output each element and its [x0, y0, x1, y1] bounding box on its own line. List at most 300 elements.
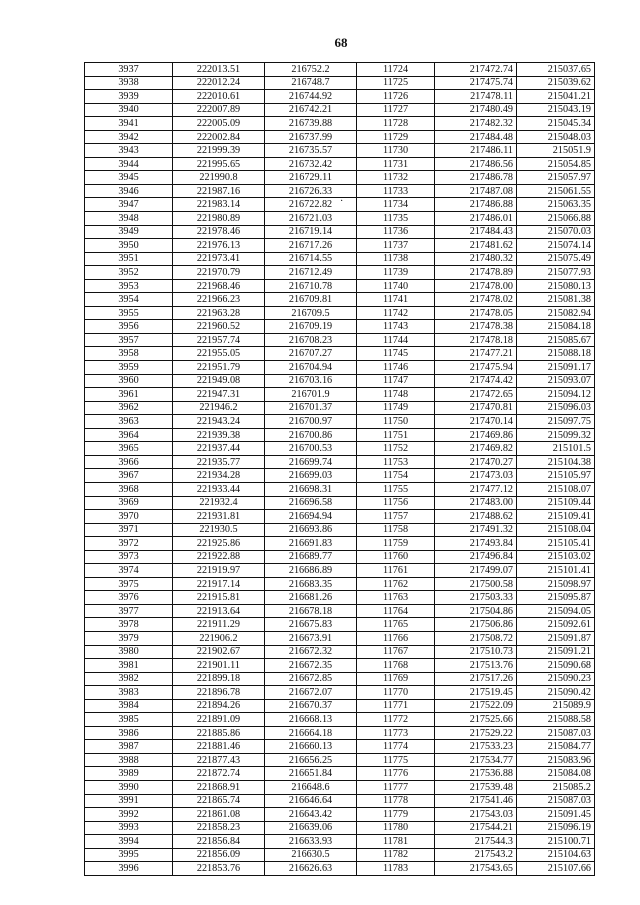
- table-row: [85, 130, 595, 144]
- table-row: [85, 184, 595, 198]
- y-coordinate-b-cell: 215085.2: [517, 780, 595, 794]
- y-coordinate-b-cell: 215051.9: [517, 144, 595, 158]
- table-row: [85, 361, 595, 375]
- point-number-b-cell: 11732: [357, 171, 435, 185]
- y-coordinate-b-cell: 215104.63: [517, 848, 595, 862]
- y-coordinate-b-cell: 215041.21: [517, 90, 595, 104]
- point-number-b-cell: 11753: [357, 455, 435, 469]
- x-coordinate-b-cell: 217508.72: [435, 631, 517, 645]
- point-number-a-cell: 3987: [85, 740, 173, 754]
- x-coordinate-a-cell: 221968.46: [173, 279, 265, 293]
- y-coordinate-a-cell: 216722.82: [265, 198, 357, 212]
- x-coordinate-b-cell: 217486.88: [435, 198, 517, 212]
- point-number-b-cell: 11725: [357, 76, 435, 90]
- point-number-a-cell: 3939: [85, 90, 173, 104]
- y-coordinate-b-cell: 215077.93: [517, 266, 595, 280]
- x-coordinate-b-cell: 217539.48: [435, 780, 517, 794]
- y-coordinate-b-cell: 215084.18: [517, 320, 595, 334]
- y-coordinate-b-cell: 215094.12: [517, 388, 595, 402]
- table-row: [85, 252, 595, 266]
- x-coordinate-b-cell: 217534.77: [435, 753, 517, 767]
- x-coordinate-a-cell: 222007.89: [173, 103, 265, 117]
- x-coordinate-a-cell: 221853.76: [173, 862, 265, 876]
- x-coordinate-b-cell: 217480.49: [435, 103, 517, 117]
- y-coordinate-b-cell: 215100.71: [517, 835, 595, 849]
- x-coordinate-b-cell: 217469.82: [435, 442, 517, 456]
- point-number-b-cell: 11759: [357, 537, 435, 551]
- x-coordinate-b-cell: 217543.03: [435, 808, 517, 822]
- table-row: [85, 726, 595, 740]
- y-coordinate-a-cell: 216639.06: [265, 821, 357, 835]
- x-coordinate-b-cell: 217491.32: [435, 523, 517, 537]
- y-coordinate-b-cell: 215108.04: [517, 523, 595, 537]
- x-coordinate-b-cell: 217499.07: [435, 564, 517, 578]
- x-coordinate-a-cell: 221957.74: [173, 333, 265, 347]
- y-coordinate-a-cell: 216709.19: [265, 320, 357, 334]
- x-coordinate-b-cell: 217536.88: [435, 767, 517, 781]
- y-coordinate-a-cell: 216699.03: [265, 469, 357, 483]
- y-coordinate-b-cell: 215090.68: [517, 659, 595, 673]
- x-coordinate-a-cell: 221995.65: [173, 157, 265, 171]
- x-coordinate-a-cell: 221901.11: [173, 659, 265, 673]
- point-number-a-cell: 3994: [85, 835, 173, 849]
- point-number-b-cell: 11764: [357, 604, 435, 618]
- y-coordinate-b-cell: 215108.07: [517, 482, 595, 496]
- x-coordinate-a-cell: 221932.4: [173, 496, 265, 510]
- table-row: [85, 306, 595, 320]
- y-coordinate-b-cell: 215109.44: [517, 496, 595, 510]
- point-number-a-cell: 3944: [85, 157, 173, 171]
- y-coordinate-a-cell: 216744.92: [265, 90, 357, 104]
- x-coordinate-b-cell: 217472.65: [435, 388, 517, 402]
- y-coordinate-b-cell: 215105.41: [517, 537, 595, 551]
- y-coordinate-b-cell: 215057.97: [517, 171, 595, 185]
- point-number-a-cell: 3957: [85, 333, 173, 347]
- y-coordinate-b-cell: 215039.62: [517, 76, 595, 90]
- table-row: [85, 374, 595, 388]
- point-number-a-cell: 3959: [85, 361, 173, 375]
- y-coordinate-a-cell: 216735.57: [265, 144, 357, 158]
- y-coordinate-a-cell: 216748.7: [265, 76, 357, 90]
- y-coordinate-a-cell: 216681.26: [265, 591, 357, 605]
- y-coordinate-a-cell: 216672.85: [265, 672, 357, 686]
- point-number-b-cell: 11771: [357, 699, 435, 713]
- point-number-b-cell: 11746: [357, 361, 435, 375]
- y-coordinate-b-cell: 215088.18: [517, 347, 595, 361]
- y-coordinate-b-cell: 215096.03: [517, 401, 595, 415]
- point-number-b-cell: 11726: [357, 90, 435, 104]
- x-coordinate-b-cell: 217477.12: [435, 482, 517, 496]
- x-coordinate-a-cell: 221906.2: [173, 631, 265, 645]
- x-coordinate-b-cell: 217496.84: [435, 550, 517, 564]
- y-coordinate-b-cell: 215096.19: [517, 821, 595, 835]
- point-number-a-cell: 3996: [85, 862, 173, 876]
- point-number-b-cell: 11736: [357, 225, 435, 239]
- point-number-b-cell: 11775: [357, 753, 435, 767]
- x-coordinate-b-cell: 217506.86: [435, 618, 517, 632]
- x-coordinate-a-cell: 221917.14: [173, 577, 265, 591]
- y-coordinate-b-cell: 215094.05: [517, 604, 595, 618]
- y-coordinate-b-cell: 215061.55: [517, 184, 595, 198]
- x-coordinate-b-cell: 217478.38: [435, 320, 517, 334]
- table-row: [85, 523, 595, 537]
- y-coordinate-a-cell: 216708.23: [265, 333, 357, 347]
- y-coordinate-a-cell: 216726.33: [265, 184, 357, 198]
- table-row: [85, 415, 595, 429]
- point-number-b-cell: 11780: [357, 821, 435, 835]
- point-number-a-cell: 3962: [85, 401, 173, 415]
- point-number-b-cell: 11772: [357, 713, 435, 727]
- point-number-a-cell: 3945: [85, 171, 173, 185]
- y-coordinate-a-cell: 216700.86: [265, 428, 357, 442]
- point-number-a-cell: 3978: [85, 618, 173, 632]
- point-number-a-cell: 3949: [85, 225, 173, 239]
- x-coordinate-a-cell: 221960.52: [173, 320, 265, 334]
- point-number-b-cell: 11731: [357, 157, 435, 171]
- x-coordinate-a-cell: 222013.51: [173, 63, 265, 77]
- table-row: [85, 713, 595, 727]
- point-number-b-cell: 11738: [357, 252, 435, 266]
- y-coordinate-b-cell: 215083.96: [517, 753, 595, 767]
- y-coordinate-b-cell: 215084.77: [517, 740, 595, 754]
- y-coordinate-b-cell: 215048.03: [517, 130, 595, 144]
- point-number-a-cell: 3980: [85, 645, 173, 659]
- point-number-a-cell: 3974: [85, 564, 173, 578]
- table-row: [85, 835, 595, 849]
- x-coordinate-b-cell: 217483.00: [435, 496, 517, 510]
- point-number-b-cell: 11770: [357, 686, 435, 700]
- y-coordinate-b-cell: 215105.97: [517, 469, 595, 483]
- table-row: [85, 604, 595, 618]
- point-number-a-cell: 3950: [85, 239, 173, 253]
- point-number-b-cell: 11745: [357, 347, 435, 361]
- point-number-b-cell: 11755: [357, 482, 435, 496]
- point-number-a-cell: 3988: [85, 753, 173, 767]
- y-coordinate-b-cell: 215070.03: [517, 225, 595, 239]
- point-number-a-cell: 3995: [85, 848, 173, 862]
- x-coordinate-b-cell: 217473.03: [435, 469, 517, 483]
- y-coordinate-b-cell: 215092.61: [517, 618, 595, 632]
- point-number-b-cell: 11783: [357, 862, 435, 876]
- y-coordinate-a-cell: 216709.5: [265, 306, 357, 320]
- coordinate-table-body: [85, 63, 595, 876]
- table-row: [85, 794, 595, 808]
- table-row: [85, 293, 595, 307]
- x-coordinate-b-cell: 217517.26: [435, 672, 517, 686]
- y-coordinate-a-cell: 216664.18: [265, 726, 357, 740]
- x-coordinate-a-cell: 221955.05: [173, 347, 265, 361]
- point-number-b-cell: 11756: [357, 496, 435, 510]
- x-coordinate-b-cell: 217513.76: [435, 659, 517, 673]
- point-number-a-cell: 3946: [85, 184, 173, 198]
- x-coordinate-a-cell: 221976.13: [173, 239, 265, 253]
- y-coordinate-b-cell: 215103.02: [517, 550, 595, 564]
- x-coordinate-a-cell: 221935.77: [173, 455, 265, 469]
- point-number-b-cell: 11751: [357, 428, 435, 442]
- point-number-a-cell: 3979: [85, 631, 173, 645]
- point-number-b-cell: 11727: [357, 103, 435, 117]
- table-row: [85, 103, 595, 117]
- x-coordinate-b-cell: 217481.62: [435, 239, 517, 253]
- table-row: [85, 645, 595, 659]
- x-coordinate-b-cell: 217522.09: [435, 699, 517, 713]
- table-row: [85, 808, 595, 822]
- x-coordinate-b-cell: 217488.62: [435, 510, 517, 524]
- x-coordinate-b-cell: 217544.21: [435, 821, 517, 835]
- point-number-b-cell: 11776: [357, 767, 435, 781]
- x-coordinate-a-cell: 221922.88: [173, 550, 265, 564]
- x-coordinate-a-cell: 221861.08: [173, 808, 265, 822]
- x-coordinate-b-cell: 217486.78: [435, 171, 517, 185]
- y-coordinate-a-cell: 216717.26: [265, 239, 357, 253]
- point-number-b-cell: 11760: [357, 550, 435, 564]
- x-coordinate-b-cell: 217503.33: [435, 591, 517, 605]
- x-coordinate-b-cell: 217543.65: [435, 862, 517, 876]
- x-coordinate-a-cell: 221931.81: [173, 510, 265, 524]
- table-row: [85, 686, 595, 700]
- x-coordinate-a-cell: 221915.81: [173, 591, 265, 605]
- x-coordinate-b-cell: 217478.18: [435, 333, 517, 347]
- point-number-a-cell: 3982: [85, 672, 173, 686]
- table-row: [85, 401, 595, 415]
- point-number-a-cell: 3981: [85, 659, 173, 673]
- x-coordinate-a-cell: 221934.28: [173, 469, 265, 483]
- table-row: [85, 428, 595, 442]
- x-coordinate-b-cell: 217510.73: [435, 645, 517, 659]
- x-coordinate-b-cell: 217478.00: [435, 279, 517, 293]
- point-number-a-cell: 3970: [85, 510, 173, 524]
- y-coordinate-a-cell: 216626.63: [265, 862, 357, 876]
- table-row: [85, 333, 595, 347]
- x-coordinate-a-cell: 221872.74: [173, 767, 265, 781]
- y-coordinate-a-cell: 216721.03: [265, 212, 357, 226]
- y-coordinate-b-cell: 215082.94: [517, 306, 595, 320]
- point-number-b-cell: 11739: [357, 266, 435, 280]
- y-coordinate-a-cell: 216739.88: [265, 117, 357, 131]
- point-number-b-cell: 11734: [357, 198, 435, 212]
- x-coordinate-a-cell: 222012.24: [173, 76, 265, 90]
- x-coordinate-a-cell: 221949.08: [173, 374, 265, 388]
- y-coordinate-a-cell: 216732.42: [265, 157, 357, 171]
- y-coordinate-b-cell: 215091.21: [517, 645, 595, 659]
- y-coordinate-a-cell: 216703.16: [265, 374, 357, 388]
- y-coordinate-b-cell: 215045.34: [517, 117, 595, 131]
- x-coordinate-b-cell: 217474.42: [435, 374, 517, 388]
- table-row: [85, 347, 595, 361]
- point-number-a-cell: 3953: [85, 279, 173, 293]
- x-coordinate-a-cell: 221868.91: [173, 780, 265, 794]
- table-row: [85, 510, 595, 524]
- point-number-a-cell: 3964: [85, 428, 173, 442]
- point-number-b-cell: 11752: [357, 442, 435, 456]
- table-row: [85, 848, 595, 862]
- point-number-a-cell: 3975: [85, 577, 173, 591]
- y-coordinate-b-cell: 215088.58: [517, 713, 595, 727]
- table-row: [85, 537, 595, 551]
- point-number-b-cell: 11767: [357, 645, 435, 659]
- y-coordinate-a-cell: 216752.2: [265, 63, 357, 77]
- table-row: [85, 76, 595, 90]
- x-coordinate-a-cell: 221966.23: [173, 293, 265, 307]
- y-coordinate-b-cell: 215093.07: [517, 374, 595, 388]
- x-coordinate-a-cell: 221999.39: [173, 144, 265, 158]
- table-row: [85, 753, 595, 767]
- y-coordinate-a-cell: 216651.84: [265, 767, 357, 781]
- x-coordinate-a-cell: 222005.09: [173, 117, 265, 131]
- y-coordinate-a-cell: 216672.07: [265, 686, 357, 700]
- x-coordinate-a-cell: 221899.18: [173, 672, 265, 686]
- point-number-a-cell: 3961: [85, 388, 173, 402]
- x-coordinate-b-cell: 217469.86: [435, 428, 517, 442]
- y-coordinate-a-cell: 216683.35: [265, 577, 357, 591]
- y-coordinate-b-cell: 215098.97: [517, 577, 595, 591]
- y-coordinate-a-cell: 216689.77: [265, 550, 357, 564]
- point-number-b-cell: 11758: [357, 523, 435, 537]
- y-coordinate-b-cell: 215080.13: [517, 279, 595, 293]
- point-number-a-cell: 3967: [85, 469, 173, 483]
- point-number-a-cell: 3976: [85, 591, 173, 605]
- point-number-b-cell: 11742: [357, 306, 435, 320]
- y-coordinate-b-cell: 215091.87: [517, 631, 595, 645]
- point-number-b-cell: 11777: [357, 780, 435, 794]
- x-coordinate-a-cell: 221970.79: [173, 266, 265, 280]
- x-coordinate-b-cell: 217486.11: [435, 144, 517, 158]
- point-number-b-cell: 11747: [357, 374, 435, 388]
- table-row: [85, 157, 595, 171]
- point-number-b-cell: 11768: [357, 659, 435, 673]
- point-number-a-cell: 3984: [85, 699, 173, 713]
- y-coordinate-b-cell: 215074.14: [517, 239, 595, 253]
- y-coordinate-a-cell: 216737.99: [265, 130, 357, 144]
- table-row: [85, 63, 595, 77]
- point-number-a-cell: 3983: [85, 686, 173, 700]
- y-coordinate-b-cell: 215037.65: [517, 63, 595, 77]
- x-coordinate-a-cell: 221973.41: [173, 252, 265, 266]
- table-row: [85, 496, 595, 510]
- y-coordinate-a-cell: 216712.49: [265, 266, 357, 280]
- x-coordinate-a-cell: 222010.61: [173, 90, 265, 104]
- y-coordinate-a-cell: 216699.74: [265, 455, 357, 469]
- x-coordinate-b-cell: 217486.01: [435, 212, 517, 226]
- point-number-a-cell: 3977: [85, 604, 173, 618]
- x-coordinate-b-cell: 217475.74: [435, 76, 517, 90]
- x-coordinate-a-cell: 221891.09: [173, 713, 265, 727]
- point-number-b-cell: 11763: [357, 591, 435, 605]
- point-number-b-cell: 11757: [357, 510, 435, 524]
- y-coordinate-a-cell: 216709.81: [265, 293, 357, 307]
- x-coordinate-b-cell: 217529.22: [435, 726, 517, 740]
- y-coordinate-b-cell: 215085.67: [517, 333, 595, 347]
- y-coordinate-b-cell: 215054.85: [517, 157, 595, 171]
- x-coordinate-b-cell: 217525.66: [435, 713, 517, 727]
- table-row: [85, 740, 595, 754]
- point-number-b-cell: 11743: [357, 320, 435, 334]
- y-coordinate-b-cell: 215099.32: [517, 428, 595, 442]
- x-coordinate-b-cell: 217484.48: [435, 130, 517, 144]
- x-coordinate-b-cell: 217484.43: [435, 225, 517, 239]
- table-row: [85, 672, 595, 686]
- table-row: [85, 117, 595, 131]
- x-coordinate-b-cell: 217543.2: [435, 848, 517, 862]
- point-number-b-cell: 11774: [357, 740, 435, 754]
- x-coordinate-b-cell: 217478.05: [435, 306, 517, 320]
- y-coordinate-a-cell: 216742.21: [265, 103, 357, 117]
- x-coordinate-b-cell: 217470.27: [435, 455, 517, 469]
- point-number-a-cell: 3989: [85, 767, 173, 781]
- x-coordinate-a-cell: 221885.86: [173, 726, 265, 740]
- x-coordinate-a-cell: 221951.79: [173, 361, 265, 375]
- point-number-b-cell: 11748: [357, 388, 435, 402]
- y-coordinate-b-cell: 215095.87: [517, 591, 595, 605]
- table-row: [85, 482, 595, 496]
- x-coordinate-a-cell: 221896.78: [173, 686, 265, 700]
- y-coordinate-b-cell: 215063.35: [517, 198, 595, 212]
- table-row: [85, 767, 595, 781]
- point-number-a-cell: 3986: [85, 726, 173, 740]
- y-coordinate-b-cell: 215097.75: [517, 415, 595, 429]
- y-coordinate-a-cell: 216691.83: [265, 537, 357, 551]
- x-coordinate-a-cell: 221894.26: [173, 699, 265, 713]
- point-number-a-cell: 3968: [85, 482, 173, 496]
- x-coordinate-a-cell: 221930.5: [173, 523, 265, 537]
- x-coordinate-a-cell: 221925.86: [173, 537, 265, 551]
- point-number-a-cell: 3985: [85, 713, 173, 727]
- table-row: [85, 455, 595, 469]
- x-coordinate-a-cell: 221939.38: [173, 428, 265, 442]
- point-number-b-cell: 11773: [357, 726, 435, 740]
- point-number-b-cell: 11737: [357, 239, 435, 253]
- y-coordinate-a-cell: 216670.37: [265, 699, 357, 713]
- point-number-b-cell: 11769: [357, 672, 435, 686]
- point-number-b-cell: 11781: [357, 835, 435, 849]
- y-coordinate-a-cell: 216704.94: [265, 361, 357, 375]
- point-number-b-cell: 11728: [357, 117, 435, 131]
- table-row: [85, 469, 595, 483]
- x-coordinate-b-cell: 217478.11: [435, 90, 517, 104]
- coordinate-table: [84, 62, 595, 876]
- point-number-b-cell: 11762: [357, 577, 435, 591]
- point-number-b-cell: 11744: [357, 333, 435, 347]
- y-coordinate-b-cell: 215089.9: [517, 699, 595, 713]
- point-number-a-cell: 3990: [85, 780, 173, 794]
- point-number-a-cell: 3938: [85, 76, 173, 90]
- y-coordinate-b-cell: 215084.08: [517, 767, 595, 781]
- y-coordinate-a-cell: 216672.32: [265, 645, 357, 659]
- point-number-b-cell: 11750: [357, 415, 435, 429]
- x-coordinate-b-cell: 217470.81: [435, 401, 517, 415]
- point-number-b-cell: 11749: [357, 401, 435, 415]
- y-coordinate-a-cell: 216701.37: [265, 401, 357, 415]
- y-coordinate-b-cell: 215091.45: [517, 808, 595, 822]
- table-row: [85, 212, 595, 226]
- table-row: [85, 564, 595, 578]
- table-row: [85, 780, 595, 794]
- point-number-a-cell: 3942: [85, 130, 173, 144]
- y-coordinate-b-cell: 215107.66: [517, 862, 595, 876]
- y-coordinate-a-cell: 216672.35: [265, 659, 357, 673]
- x-coordinate-b-cell: 217470.14: [435, 415, 517, 429]
- y-coordinate-a-cell: 216714.55: [265, 252, 357, 266]
- y-coordinate-a-cell: 216656.25: [265, 753, 357, 767]
- point-number-a-cell: 3951: [85, 252, 173, 266]
- table-row: [85, 591, 595, 605]
- y-coordinate-b-cell: 215091.17: [517, 361, 595, 375]
- table-row: [85, 699, 595, 713]
- table-row: [85, 550, 595, 564]
- y-coordinate-b-cell: 215090.23: [517, 672, 595, 686]
- x-coordinate-a-cell: 221919.97: [173, 564, 265, 578]
- point-number-a-cell: 3969: [85, 496, 173, 510]
